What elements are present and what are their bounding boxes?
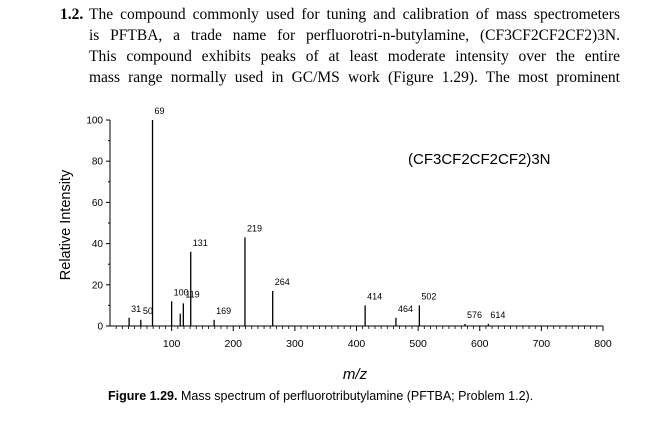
y-tick-label: 20 — [91, 280, 103, 292]
x-tick-label: 600 — [470, 338, 489, 350]
problem-line: is PFTBA, a trade name for perfluorotri-n-butylamine, (CF3CF2CF2CF2)3N. — [89, 27, 620, 44]
peak-label: 264 — [274, 276, 290, 287]
caption-text: Mass spectrum of perfluorotributylamine (PFTBA; Problem 1.2). — [177, 389, 534, 403]
x-tick-label: 800 — [594, 338, 612, 350]
peak-label: 464 — [397, 303, 413, 314]
x-tick-label: 100 — [162, 338, 181, 350]
peak-label: 31 — [131, 303, 142, 314]
y-tick-label: 100 — [86, 115, 103, 127]
figure-caption — [108, 389, 533, 403]
x-axis-label: m/z — [342, 366, 368, 383]
caption-label: Figure 1.29. — [108, 389, 178, 403]
x-tick-label: 700 — [532, 338, 551, 350]
problem-line: This compound exhibits peaks of at least moderate intensity over the entire — [89, 48, 620, 65]
problem-line: The compound commonly used for tuning and calibration of mass spectrometers — [89, 6, 620, 23]
peak-label: 100 — [173, 287, 189, 298]
x-tick-label: 400 — [347, 338, 366, 350]
peak-label: 119 — [185, 289, 200, 300]
peak-label: 50 — [142, 305, 153, 316]
peak-label: 219 — [246, 223, 262, 234]
y-tick-label: 40 — [91, 239, 103, 251]
y-axis-label: Relative Intensity — [58, 169, 74, 281]
peak-label: 576 — [466, 309, 482, 320]
peak-label: 614 — [490, 309, 506, 320]
peak-label: 131 — [192, 237, 208, 248]
problem-line: mass range normally used in GC/MS work (Figure 1.29). The most prominent — [89, 69, 620, 86]
peak-label: 414 — [367, 291, 383, 302]
chart-title: (CF3CF2CF2CF2)3N — [408, 151, 551, 168]
y-tick-label: 60 — [91, 197, 103, 209]
peak-label: 69 — [154, 106, 165, 116]
peak-label: 169 — [216, 305, 232, 316]
x-tick-label: 200 — [224, 338, 243, 350]
problem-number: 1.2. — [60, 6, 84, 23]
x-tick-label: 500 — [409, 338, 427, 350]
peak-label: 502 — [421, 291, 437, 302]
y-tick-label: 0 — [97, 321, 103, 333]
x-tick-label: 300 — [286, 338, 304, 350]
y-tick-label: 80 — [91, 156, 103, 168]
